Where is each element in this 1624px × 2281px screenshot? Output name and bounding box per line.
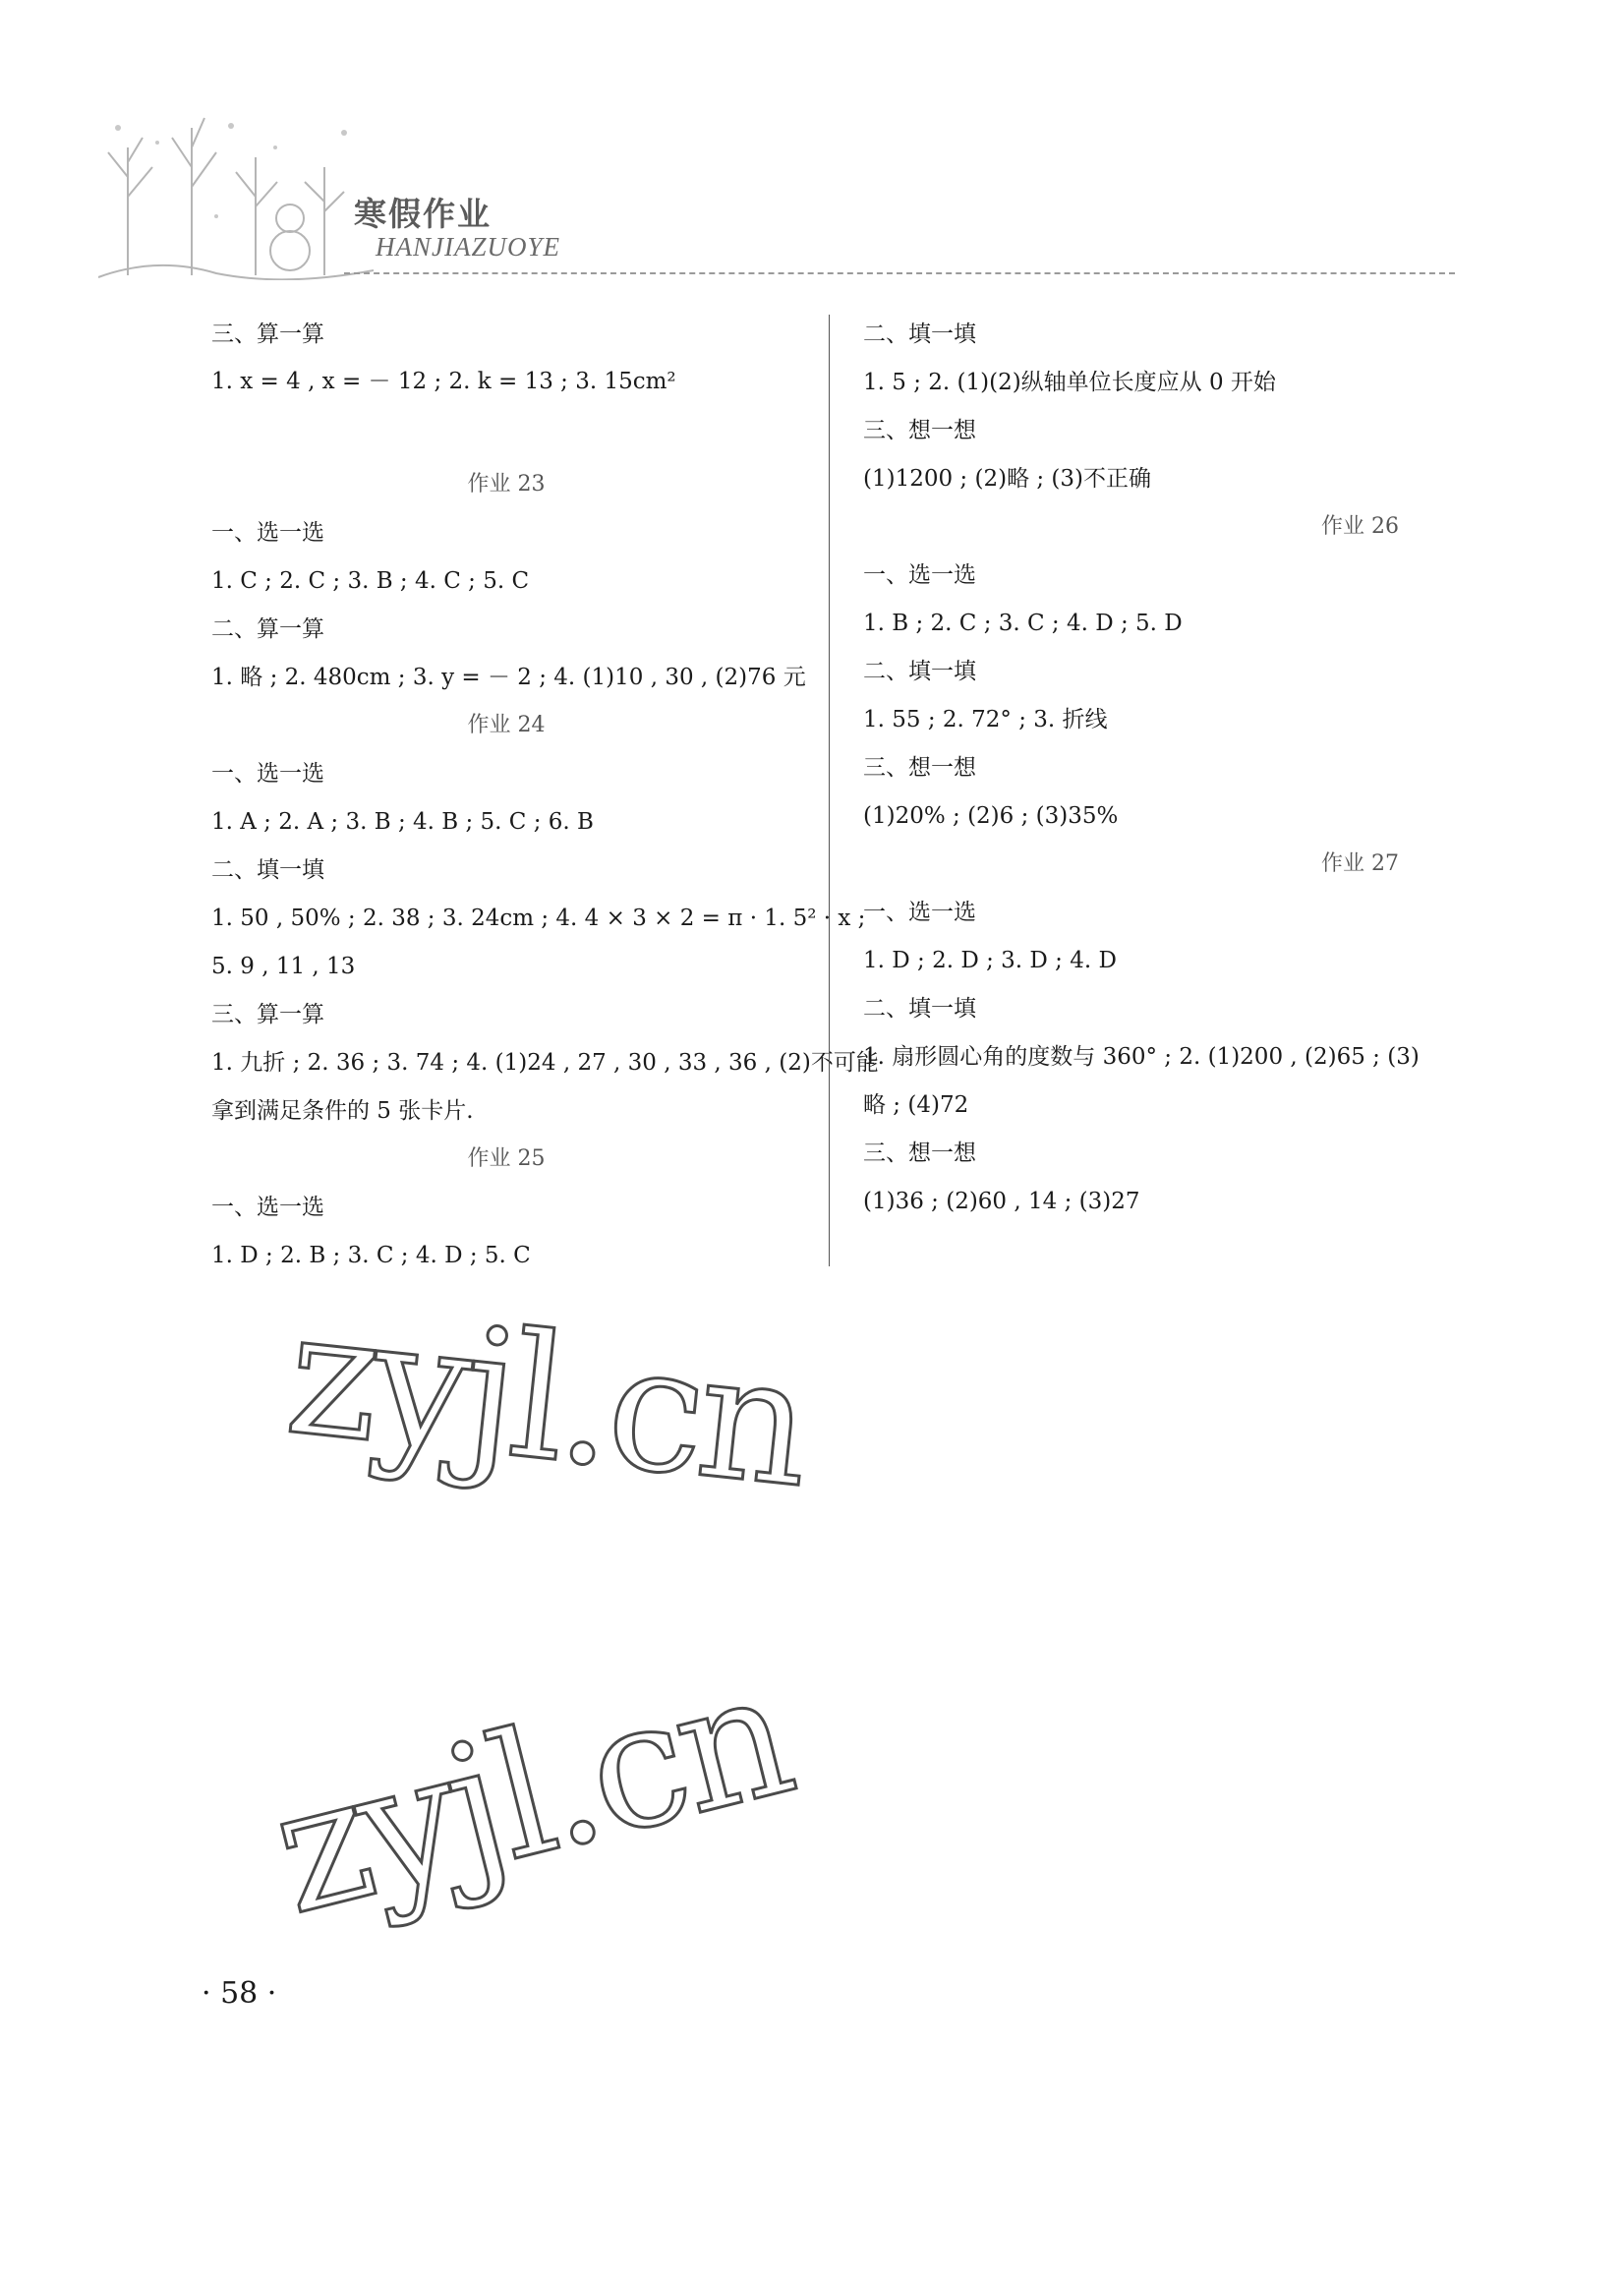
column-divider (829, 315, 830, 1266)
header-subtitle: HANJIAZUOYE (376, 232, 560, 262)
answer-line: 5. 9 , 11 , 13 (211, 954, 356, 979)
answer-line: 1. 5 ; 2. (1)(2)纵轴单位长度应从 0 开始 (863, 370, 1276, 395)
section-heading: 二、算一算 (211, 616, 324, 642)
assignment-title: 作业 27 (1321, 851, 1399, 876)
section-heading: 二、填一填 (863, 996, 976, 1022)
section-heading: 一、选一选 (863, 562, 976, 588)
assignment-title: 作业 23 (467, 472, 546, 497)
answer-line: 1. 扇形圆心角的度数与 360° ; 2. (1)200 , (2)65 ; (3) (863, 1044, 1420, 1070)
section-heading: 二、填一填 (863, 659, 976, 684)
section-heading: 三、算一算 (211, 1002, 324, 1027)
assignment-title: 作业 24 (467, 713, 546, 737)
section-heading: 二、填一填 (211, 857, 324, 883)
answer-line: 1. C ; 2. C ; 3. B ; 4. C ; 5. C (211, 568, 530, 594)
answer-line: 1. 略 ; 2. 480cm ; 3. y = － 2 ; 4. (1)10 , 30 , (2)76 元 (211, 665, 806, 690)
section-heading: 一、选一选 (211, 761, 324, 787)
section-heading: 一、选一选 (211, 520, 324, 546)
watermark: zyjl.cn (278, 1273, 814, 1526)
answer-line: (1)20% ; (2)6 ; (3)35% (863, 803, 1119, 829)
answer-line: 拿到满足条件的 5 张卡片. (211, 1098, 474, 1124)
header-title: 寒假作业 (354, 195, 492, 233)
answer-line: 略 ; (4)72 (863, 1092, 969, 1118)
section-heading: 一、选一选 (211, 1195, 324, 1220)
section-heading: 一、选一选 (863, 900, 976, 925)
answer-line: 1. D ; 2. D ; 3. D ; 4. D (863, 948, 1117, 973)
watermark: zyjl.cn (256, 1634, 806, 1954)
section-heading: 三、算一算 (211, 322, 324, 347)
answer-line: 1. A ; 2. A ; 3. B ; 4. B ; 5. C ; 6. B (211, 809, 594, 835)
winter-scene-illustration (98, 108, 374, 280)
section-heading: 三、想一想 (863, 1140, 976, 1166)
section-heading: 二、填一填 (863, 322, 976, 347)
page-number: · 58 · (202, 1976, 277, 2011)
answer-line: 1. 55 ; 2. 72° ; 3. 折线 (863, 707, 1108, 732)
answer-line: 1. 50 , 50% ; 2. 38 ; 3. 24cm ; 4. 4 × 3 × 2 = π · 1. 5² · x ; (211, 906, 866, 931)
answer-line: 1. D ; 2. B ; 3. C ; 4. D ; 5. C (211, 1243, 531, 1268)
answer-line: 1. B ; 2. C ; 3. C ; 4. D ; 5. D (863, 611, 1183, 636)
answer-line: 1. x = 4 , x = － 12 ; 2. k = 13 ; 3. 15cm² (211, 369, 676, 394)
answer-line: (1)1200 ; (2)略 ; (3)不正确 (863, 466, 1152, 492)
answer-line: (1)36 ; (2)60 , 14 ; (3)27 (863, 1189, 1140, 1214)
assignment-title: 作业 25 (467, 1146, 546, 1171)
answer-line: 1. 九折 ; 2. 36 ; 3. 74 ; 4. (1)24 , 27 , 30 , 33 , 36 , (2)不可能 (211, 1050, 879, 1076)
section-heading: 三、想一想 (863, 418, 976, 443)
section-heading: 三、想一想 (863, 755, 976, 781)
assignment-title: 作业 26 (1321, 514, 1399, 539)
header-dashed-rule (344, 272, 1455, 274)
